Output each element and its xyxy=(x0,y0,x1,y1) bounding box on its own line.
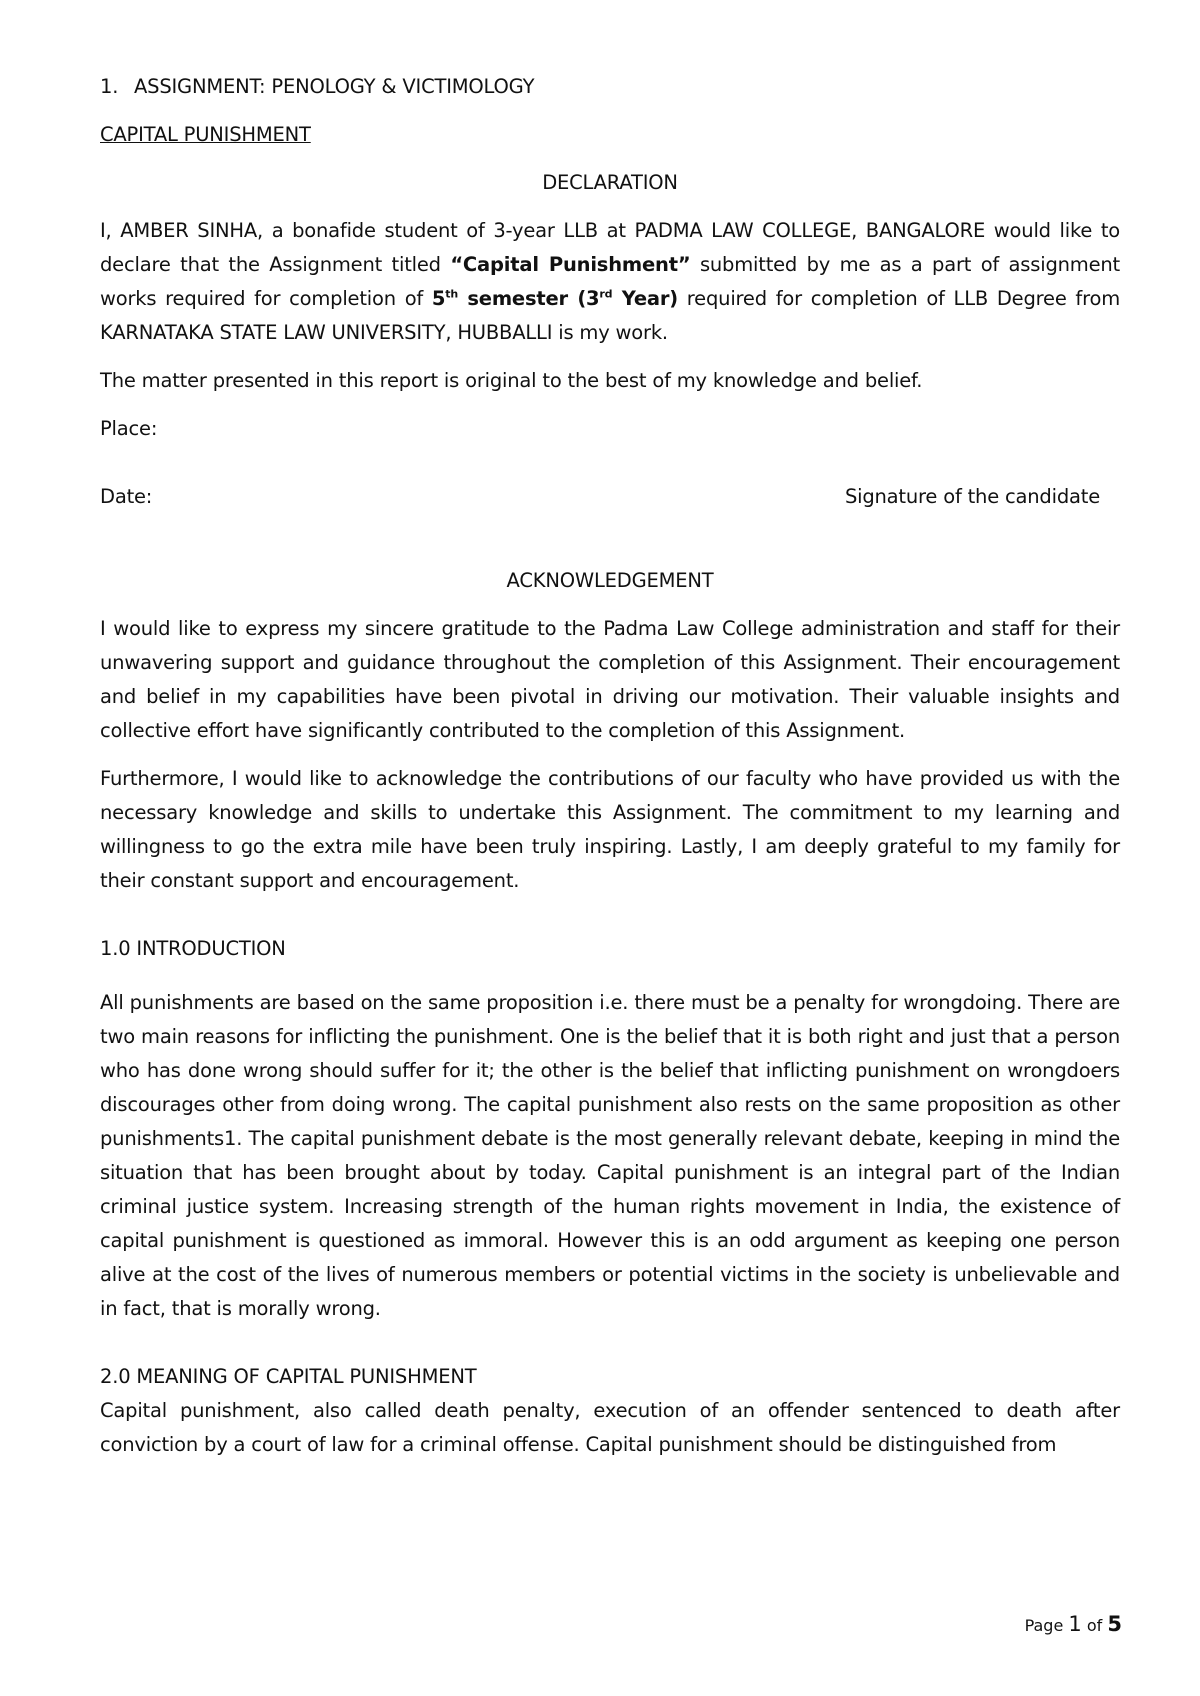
date-signature-row xyxy=(100,480,1120,514)
meaning-paragraph: Capital punishment, also called death penalty, execution of an offender sentenced to death after conviction by a court of law for a criminal offense. Capital punishment should be distinguished from xyxy=(100,1399,1120,1456)
page-total: 5 xyxy=(1107,1612,1122,1636)
signature-label: Signature of the candidate xyxy=(844,485,1100,508)
assignment-subtitle: CAPITAL PUNISHMENT xyxy=(100,123,311,146)
spacer xyxy=(100,528,1120,564)
of-word: of xyxy=(1086,1616,1103,1635)
introduction-heading: 1.0 INTRODUCTION xyxy=(100,937,286,960)
page-word: Page xyxy=(1024,1616,1064,1635)
declaration-heading: DECLARATION xyxy=(542,171,678,194)
declaration-semester xyxy=(432,287,678,310)
declaration-text-a: I, AMBER SINHA, a bonafide student of 3-year LLB at PADMA LAW COLLEGE, BANGALORE would like to declare that the Assignment titled xyxy=(100,219,1120,276)
introduction-paragraph: All punishments are based on the same proposition i.e. there must be a penalty for wrongdoing. There are two main reasons for inflicting the punishment. One is the belief that it is both right and just that a person who has done wrong should suffer for it; the other is the belief that inflicting punishment on wrongdoers discourages other from doing wrong. The capital punishment also rests on the same proposition as other punishments1. The capital punishment debate is the most generally relevant debate, keeping in mind the situation that has been brought about by today. Capital punishment is an integral part of the Indian criminal justice system. Increasing strength of the human rights movement in India, the existence of capital punishment is questioned as immoral. However this is an odd argument as keeping one person alive at the cost of the lives of numerous members or potential victims in the society is unbelievable and in fact, that is morally wrong. xyxy=(100,991,1120,1320)
declaration-text-b: submitted by me as a part of assignment works required for completion of xyxy=(100,253,1120,310)
acknowledgement-heading: ACKNOWLEDGEMENT xyxy=(506,569,714,592)
semester-number: 5 xyxy=(431,287,446,310)
declaration-text-c: required for completion of LLB Degree from KARNATAKA STATE LAW UNIVERSITY, HUBBALLI is my work. xyxy=(100,287,1121,344)
semester-suffix: th xyxy=(445,287,458,301)
document-page xyxy=(100,70,1120,1476)
place-label: Place: xyxy=(100,417,158,440)
spacer xyxy=(100,912,1120,932)
declaration-paragraph xyxy=(100,214,1120,350)
declaration-originality: The matter presented in this report is original to the best of my knowledge and belief. xyxy=(100,369,923,392)
spacer xyxy=(100,460,1120,480)
page-footer xyxy=(1025,1612,1122,1636)
spacer xyxy=(100,1340,1120,1360)
acknowledgement-paragraph-1: I would like to express my sincere gratitude to the Padma Law College administration and staff for their unwavering support and guidance throughout the completion of this Assignment. Their encouragement and belief in my capabilities have been pivotal in driving our motivation. Their valuable insights and collective effort have significantly contributed to the completion of this Assignment. xyxy=(100,617,1120,742)
meaning-heading: 2.0 MEANING OF CAPITAL PUNISHMENT xyxy=(100,1365,477,1388)
date-label: Date: xyxy=(100,485,153,508)
title-number: 1. xyxy=(100,75,119,98)
semester-word: semester (3 xyxy=(457,287,600,310)
spacer xyxy=(100,966,1120,986)
declaration-assignment-title: “Capital Punishment” xyxy=(450,253,691,276)
year-suffix: rd xyxy=(599,287,613,301)
acknowledgement-paragraph-2: Furthermore, I would like to acknowledge the contributions of our faculty who have provided us with the necessary knowledge and skills to undertake this Assignment. The commitment to my learning and willingness to go the extra mile have been truly inspiring. Lastly, I am deeply grateful to my family for their constant support and encouragement. xyxy=(100,767,1120,892)
assignment-title xyxy=(100,70,1120,104)
title-text: ASSIGNMENT: PENOLOGY & VICTIMOLOGY xyxy=(134,75,535,98)
page-current: 1 xyxy=(1068,1612,1082,1636)
year-word: Year) xyxy=(612,287,678,310)
